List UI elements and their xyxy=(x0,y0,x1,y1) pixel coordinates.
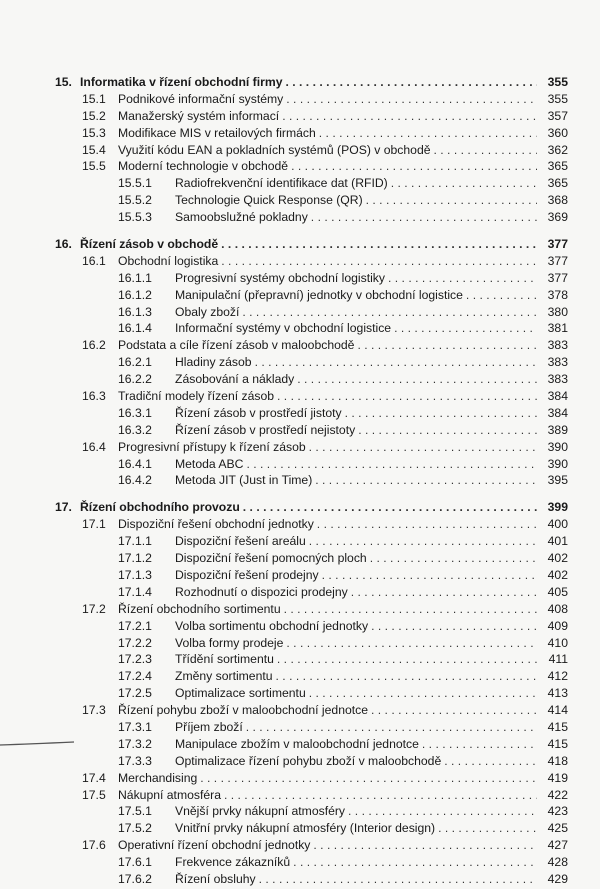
toc-entry-number: 15.5.3 xyxy=(118,210,152,225)
toc-entry-page: 414 xyxy=(537,702,568,719)
toc-entry-title-wrap xyxy=(175,405,568,422)
toc-section-row xyxy=(0,837,600,854)
toc-entry-title-wrap xyxy=(175,736,568,753)
toc-entry-title: Rozhodnutí o dispozici prodejny xyxy=(175,584,348,599)
toc-leader-dots xyxy=(345,405,568,422)
toc-entry-title: Optimalizace řízení pohybu zboží v maloobchodě xyxy=(175,753,442,768)
toc-entry-number: 17.3.3 xyxy=(118,753,152,768)
toc-entry-page: 390 xyxy=(537,439,568,456)
toc-entry-page: 419 xyxy=(537,770,568,787)
toc-entry-title: Modifikace MIS v retailových firmách xyxy=(118,125,316,140)
toc-section-row xyxy=(0,702,600,719)
toc-entry-number: 16.1 xyxy=(82,253,106,268)
toc-entry-title: Dispoziční řešení prodejny xyxy=(175,567,319,582)
toc-entry-title-wrap xyxy=(80,499,568,516)
toc-entry-title: Optimalizace sortimentu xyxy=(175,686,306,701)
toc-leader-dots xyxy=(246,456,568,473)
toc-entry-page: 415 xyxy=(537,719,568,736)
toc-entry-page: 408 xyxy=(537,601,568,618)
toc-leader-dots xyxy=(246,719,568,736)
toc-subsection-row xyxy=(0,584,600,601)
toc-entry-number: 16.2.1 xyxy=(118,355,152,370)
toc-entry-page: 411 xyxy=(537,651,568,668)
toc-entry-page: 409 xyxy=(537,618,568,635)
toc-entry-number: 17.1 xyxy=(82,517,106,532)
toc-leader-dots xyxy=(348,803,568,820)
toc-leader-dots xyxy=(277,651,568,668)
toc-entry-title: Řízení zásob v prostředí nejistoty xyxy=(175,422,356,437)
toc-entry-title-wrap xyxy=(175,550,568,567)
toc-entry-title-wrap xyxy=(175,651,568,668)
toc-section-row xyxy=(0,91,600,108)
toc-subsection-row xyxy=(0,820,600,837)
toc-subsection-row xyxy=(0,719,600,736)
toc-section-row xyxy=(0,337,600,354)
toc-entry-page: 412 xyxy=(537,668,568,685)
toc-entry-number: 16.2 xyxy=(82,338,106,353)
toc-entry-title-wrap xyxy=(118,601,568,618)
toc-entry-page: 365 xyxy=(537,158,568,175)
toc-entry-title-wrap xyxy=(118,108,568,125)
toc-entry-title: Informační systémy v obchodní logistice xyxy=(175,321,392,336)
toc-leader-dots xyxy=(243,499,568,516)
toc-section-row xyxy=(0,439,600,456)
toc-entry-title-wrap xyxy=(175,270,568,287)
toc-entry-number: 17.2.4 xyxy=(118,669,152,684)
toc-chapter-row xyxy=(0,236,600,253)
toc-entry-title: Tradiční modely řízení zásob xyxy=(118,389,275,404)
toc-entry-page: 384 xyxy=(537,388,568,405)
toc-entry-page: 377 xyxy=(537,236,568,253)
toc-entry-title: Zásobování a náklady xyxy=(175,372,295,387)
toc-entry-title-wrap xyxy=(118,837,568,854)
toc-entry-title: Řízení zásob v prostředí jistoty xyxy=(175,405,342,420)
toc-leader-dots xyxy=(315,472,568,489)
toc-entry-title: Řízení obsluhy xyxy=(175,871,256,886)
toc-entry-title-wrap xyxy=(80,236,568,253)
toc-section-row xyxy=(0,601,600,618)
toc-chapter-row xyxy=(0,74,600,91)
toc-entry-page: 429 xyxy=(537,871,568,888)
toc-entry-number: 16.4.1 xyxy=(118,456,152,471)
toc-entry-title: Progresivní přístupy k řízení zásob xyxy=(118,439,306,454)
toc-entry-page: 377 xyxy=(537,270,568,287)
toc-entry-title-wrap xyxy=(118,516,568,533)
toc-entry-title-wrap xyxy=(175,533,568,550)
toc-leader-dots xyxy=(313,837,568,854)
toc-entry-title-wrap xyxy=(118,787,568,804)
toc-entry-page: 380 xyxy=(537,304,568,321)
toc-entry-number: 17.2.5 xyxy=(118,686,152,701)
toc-leader-dots xyxy=(293,854,568,871)
toc-entry-title-wrap xyxy=(175,584,568,601)
toc-leader-dots xyxy=(309,685,568,702)
toc-entry-title-wrap xyxy=(175,635,568,652)
toc-entry-title-wrap xyxy=(175,175,568,192)
toc-section-row xyxy=(0,516,600,533)
toc-entry-page: 395 xyxy=(537,472,568,489)
toc-leader-dots xyxy=(309,533,568,550)
table-of-contents xyxy=(0,74,600,888)
toc-subsection-row xyxy=(0,618,600,635)
toc-leader-dots xyxy=(317,516,568,533)
toc-entry-number: 17.1.4 xyxy=(118,584,152,599)
toc-entry-title: Volba formy prodeje xyxy=(175,635,284,650)
toc-entry-title: Příjem zboží xyxy=(175,719,243,734)
toc-section-row xyxy=(0,787,600,804)
toc-entry-title: Hladiny zásob xyxy=(175,355,252,370)
toc-entry-title-wrap xyxy=(118,91,568,108)
toc-entry-number: 16.4 xyxy=(82,439,106,454)
toc-entry-title: Progresivní systémy obchodní logistiky xyxy=(175,270,385,285)
toc-entry-page: 413 xyxy=(537,685,568,702)
toc-entry-title-wrap xyxy=(118,770,568,787)
toc-entry-page: 423 xyxy=(537,803,568,820)
toc-entry-page: 427 xyxy=(537,837,568,854)
toc-entry-page: 383 xyxy=(537,371,568,388)
toc-entry-page: 428 xyxy=(537,854,568,871)
toc-entry-title: Využití kódu EAN a pokladních systémů (POS) v obchodě xyxy=(118,142,431,157)
toc-entry-number: 15.3 xyxy=(82,125,106,140)
toc-leader-dots xyxy=(286,635,568,652)
toc-section-row xyxy=(0,142,600,159)
toc-entry-number: 17.1.3 xyxy=(118,567,152,582)
toc-leader-dots xyxy=(276,668,568,685)
toc-entry-title: Dispoziční řešení obchodní jednotky xyxy=(118,517,314,532)
toc-section-row xyxy=(0,388,600,405)
toc-subsection-row xyxy=(0,209,600,226)
toc-entry-title-wrap xyxy=(175,618,568,635)
toc-entry-number: 17.2.2 xyxy=(118,635,152,650)
toc-entry-title: Nákupní atmosféra xyxy=(118,787,221,802)
toc-entry-number: 15.1 xyxy=(82,91,106,106)
toc-entry-title-wrap xyxy=(118,253,568,270)
toc-entry-page: 362 xyxy=(537,142,568,159)
toc-entry-title-wrap xyxy=(118,388,568,405)
toc-leader-dots xyxy=(259,871,568,888)
toc-subsection-row xyxy=(0,668,600,685)
toc-entry-title: Volba sortimentu obchodní jednotky xyxy=(175,618,369,633)
toc-entry-number: 16.4.2 xyxy=(118,473,152,488)
toc-subsection-row xyxy=(0,287,600,304)
toc-chapter-row xyxy=(0,499,600,516)
toc-entry-title: Metoda ABC xyxy=(175,456,244,471)
pen-stroke-mark xyxy=(0,741,75,747)
toc-entry-title: Podnikové informační systémy xyxy=(118,91,284,106)
toc-entry-page: 415 xyxy=(537,736,568,753)
toc-entry-title-wrap xyxy=(118,702,568,719)
toc-subsection-row xyxy=(0,533,600,550)
toc-entry-number: 16.3.2 xyxy=(118,422,152,437)
toc-subsection-row xyxy=(0,422,600,439)
toc-leader-dots xyxy=(242,304,568,321)
toc-entry-number: 15.2 xyxy=(82,108,106,123)
toc-subsection-row xyxy=(0,192,600,209)
toc-entry-number: 17.6.2 xyxy=(118,871,152,886)
toc-entry-title: Podstata a cíle řízení zásob v maloobchodě xyxy=(118,338,355,353)
toc-entry-title-wrap xyxy=(80,74,568,91)
toc-entry-number: 17.5.1 xyxy=(118,804,152,819)
toc-entry-title: Samoobslužné pokladny xyxy=(175,210,308,225)
toc-subsection-row xyxy=(0,753,600,770)
toc-subsection-row xyxy=(0,320,600,337)
toc-entry-page: 360 xyxy=(537,125,568,142)
toc-leader-dots xyxy=(319,125,568,142)
toc-subsection-row xyxy=(0,456,600,473)
toc-entry-number: 17.3.1 xyxy=(118,719,152,734)
toc-leader-dots xyxy=(277,388,568,405)
toc-entry-number: 16.3 xyxy=(82,389,106,404)
toc-leader-dots xyxy=(351,584,568,601)
toc-entry-title: Manažerský systém informací xyxy=(118,108,280,123)
toc-entry-title-wrap xyxy=(118,439,568,456)
toc-entry-title-wrap xyxy=(175,304,568,321)
toc-leader-dots xyxy=(221,236,568,253)
toc-entry-title-wrap xyxy=(175,685,568,702)
toc-entry-page: 401 xyxy=(537,533,568,550)
toc-entry-title: Řízení pohybu zboží v maloobchodní jednotce xyxy=(118,703,369,718)
toc-entry-page: 402 xyxy=(537,567,568,584)
toc-entry-title: Informatika v řízení obchodní firmy xyxy=(80,75,283,89)
toc-entry-title: Řízení obchodního provozu xyxy=(80,500,240,515)
toc-entry-number: 17.5 xyxy=(82,787,106,802)
toc-entry-number: 16.1.3 xyxy=(118,304,152,319)
toc-entry-title: Třídění sortimentu xyxy=(175,652,274,667)
toc-entry-title-wrap xyxy=(175,354,568,371)
toc-entry-page: 383 xyxy=(537,337,568,354)
toc-entry-number: 15.5 xyxy=(82,159,106,174)
toc-leader-dots xyxy=(291,158,568,175)
chapter-gap xyxy=(0,489,600,499)
toc-subsection-row xyxy=(0,854,600,871)
toc-entry-title-wrap xyxy=(175,209,568,226)
toc-entry-page: 369 xyxy=(537,209,568,226)
toc-entry-page: 389 xyxy=(537,422,568,439)
toc-entry-page: 402 xyxy=(537,550,568,567)
toc-entry-page: 399 xyxy=(537,499,568,516)
toc-entry-title: Dispoziční řešení pomocných ploch xyxy=(175,551,367,566)
toc-entry-page: 355 xyxy=(537,91,568,108)
toc-entry-title: Metoda JIT (Just in Time) xyxy=(175,473,313,488)
toc-subsection-row xyxy=(0,371,600,388)
toc-entry-page: 422 xyxy=(537,787,568,804)
toc-entry-number: 17.2.3 xyxy=(118,652,152,667)
toc-entry-title-wrap xyxy=(175,820,568,837)
toc-entry-title-wrap xyxy=(175,320,568,337)
toc-entry-title: Řízení obchodního sortimentu xyxy=(118,601,281,616)
toc-entry-number: 17.1.2 xyxy=(118,551,152,566)
toc-section-row xyxy=(0,158,600,175)
toc-leader-dots xyxy=(309,439,568,456)
toc-entry-title-wrap xyxy=(175,422,568,439)
toc-entry-page: 368 xyxy=(537,192,568,209)
toc-entry-page: 410 xyxy=(537,635,568,652)
toc-entry-title-wrap xyxy=(175,753,568,770)
toc-entry-title: Manipulační (přepravní) jednotky v obchodní logistice xyxy=(175,287,463,302)
toc-subsection-row xyxy=(0,175,600,192)
toc-entry-title-wrap xyxy=(175,287,568,304)
toc-leader-dots xyxy=(221,253,568,270)
toc-entry-title: Frekvence zákazníků xyxy=(175,855,291,870)
toc-entry-title: Moderní technologie v obchodě xyxy=(118,159,289,174)
toc-leader-dots xyxy=(200,770,568,787)
toc-entry-title-wrap xyxy=(118,142,568,159)
toc-subsection-row xyxy=(0,651,600,668)
toc-leader-dots xyxy=(255,354,568,371)
toc-entry-page: 378 xyxy=(537,287,568,304)
toc-subsection-row xyxy=(0,635,600,652)
toc-entry-page: 365 xyxy=(537,175,568,192)
toc-entry-title-wrap xyxy=(175,192,568,209)
toc-entry-page: 390 xyxy=(537,456,568,473)
toc-subsection-row xyxy=(0,304,600,321)
toc-entry-number: 15.5.2 xyxy=(118,193,152,208)
toc-entry-title-wrap xyxy=(118,125,568,142)
toc-leader-dots xyxy=(311,209,568,226)
toc-entry-title: Změny sortimentu xyxy=(175,669,273,684)
toc-leader-dots xyxy=(322,567,568,584)
toc-entry-title: Obchodní logistika xyxy=(118,253,219,268)
toc-subsection-row xyxy=(0,567,600,584)
toc-entry-title-wrap xyxy=(118,158,568,175)
toc-entry-title-wrap xyxy=(175,371,568,388)
toc-entry-page: 381 xyxy=(537,320,568,337)
toc-entry-number: 17.3.2 xyxy=(118,736,152,751)
toc-entry-title: Merchandising xyxy=(118,770,198,785)
toc-entry-title: Vnitřní prvky nákupní atmosféry (Interior design) xyxy=(175,821,436,836)
toc-entry-title: Operativní řízení obchodní jednotky xyxy=(118,838,311,853)
toc-leader-dots xyxy=(297,371,568,388)
toc-leader-dots xyxy=(282,108,568,125)
toc-entry-number: 16. xyxy=(55,237,72,252)
toc-subsection-row xyxy=(0,405,600,422)
toc-entry-title: Manipulace zbožím v maloobchodní jednotce xyxy=(175,736,419,751)
toc-entry-number: 15. xyxy=(55,75,72,89)
toc-section-row xyxy=(0,253,600,270)
toc-entry-number: 17.3 xyxy=(82,703,106,718)
toc-entry-title-wrap xyxy=(175,472,568,489)
toc-entry-number: 16.1.1 xyxy=(118,270,152,285)
toc-leader-dots xyxy=(224,787,568,804)
toc-entry-title: Radiofrekvenční identifikace dat (RFID) xyxy=(175,176,388,191)
toc-entry-number: 15.4 xyxy=(82,142,106,157)
toc-entry-page: 400 xyxy=(537,516,568,533)
toc-leader-dots xyxy=(284,601,568,618)
toc-entry-title-wrap xyxy=(175,854,568,871)
toc-entry-page: 384 xyxy=(537,405,568,422)
toc-entry-page: 355 xyxy=(537,74,568,91)
toc-subsection-row xyxy=(0,685,600,702)
toc-entry-page: 383 xyxy=(537,354,568,371)
toc-entry-title: Technologie Quick Response (QR) xyxy=(175,193,363,208)
toc-entry-title-wrap xyxy=(175,803,568,820)
toc-subsection-row xyxy=(0,803,600,820)
toc-subsection-row xyxy=(0,270,600,287)
toc-entry-title-wrap xyxy=(118,337,568,354)
toc-entry-number: 17. xyxy=(55,500,72,515)
toc-entry-number: 17.6 xyxy=(82,838,106,853)
toc-entry-page: 418 xyxy=(537,753,568,770)
toc-entry-number: 16.3.1 xyxy=(118,405,152,420)
toc-entry-number: 16.2.2 xyxy=(118,372,152,387)
toc-section-row xyxy=(0,125,600,142)
toc-entry-page: 425 xyxy=(537,820,568,837)
toc-entry-title: Dispoziční řešení areálu xyxy=(175,534,306,549)
toc-entry-title: Řízení zásob v obchodě xyxy=(80,237,219,252)
toc-leader-dots xyxy=(285,74,568,91)
toc-entry-title-wrap xyxy=(175,567,568,584)
toc-entry-page: 405 xyxy=(537,584,568,601)
toc-entry-title: Vnější prvky nákupní atmosféry xyxy=(175,804,346,819)
toc-section-row xyxy=(0,770,600,787)
toc-subsection-row xyxy=(0,736,600,753)
toc-entry-title: Obaly zboží xyxy=(175,304,240,319)
toc-entry-number: 17.2 xyxy=(82,601,106,616)
toc-entry-number: 17.2.1 xyxy=(118,618,152,633)
toc-subsection-row xyxy=(0,354,600,371)
toc-entry-page: 377 xyxy=(537,253,568,270)
toc-subsection-row xyxy=(0,871,600,888)
toc-subsection-row xyxy=(0,550,600,567)
toc-entry-title-wrap xyxy=(175,456,568,473)
toc-entry-number: 17.4 xyxy=(82,770,106,785)
toc-entry-number: 17.5.2 xyxy=(118,821,152,836)
toc-entry-page: 357 xyxy=(537,108,568,125)
toc-entry-number: 15.5.1 xyxy=(118,176,152,191)
toc-subsection-row xyxy=(0,472,600,489)
toc-entry-number: 16.1.2 xyxy=(118,287,152,302)
toc-entry-title-wrap xyxy=(175,871,568,888)
toc-entry-number: 17.6.1 xyxy=(118,855,152,870)
toc-entry-title-wrap xyxy=(175,668,568,685)
chapter-gap xyxy=(0,226,600,236)
toc-entry-number: 17.1.1 xyxy=(118,534,152,549)
toc-entry-number: 16.1.4 xyxy=(118,321,152,336)
toc-section-row xyxy=(0,108,600,125)
toc-leader-dots xyxy=(286,91,568,108)
toc-entry-title-wrap xyxy=(175,719,568,736)
